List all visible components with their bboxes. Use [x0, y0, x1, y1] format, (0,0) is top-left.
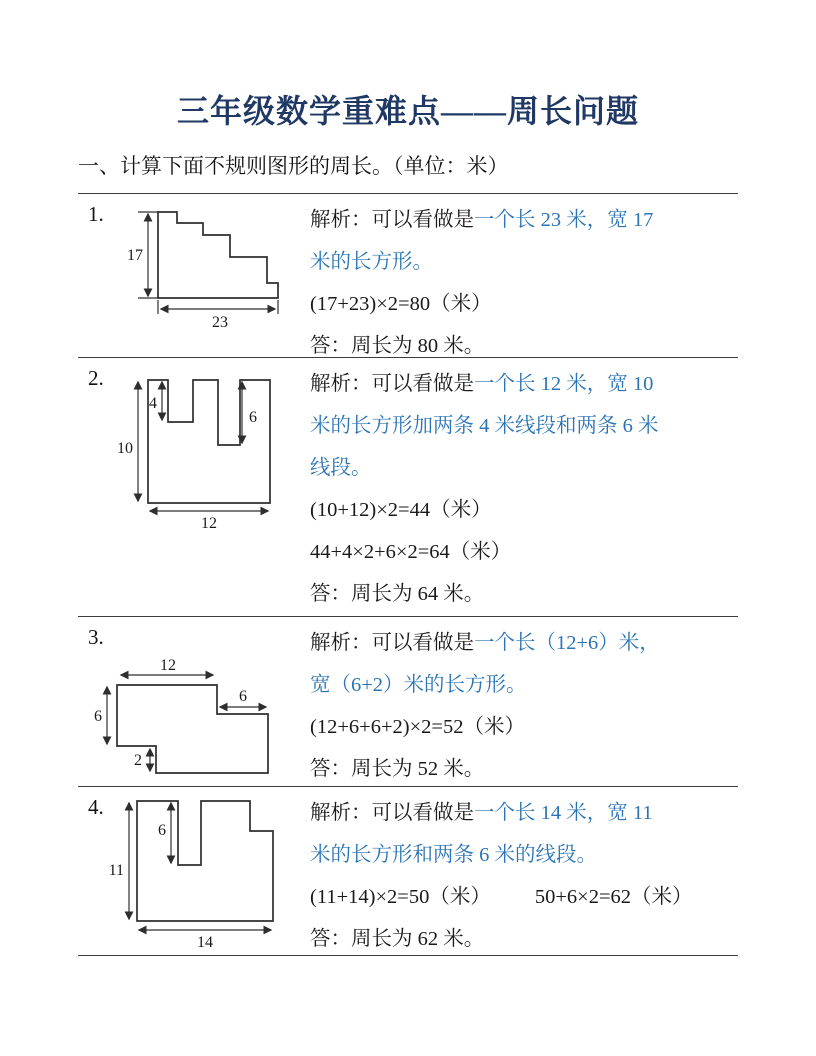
notched-square-figure — [110, 370, 290, 530]
section-heading: 一、计算下面不规则图形的周长。（单位：米） — [78, 154, 509, 178]
problem-solution-text — [310, 199, 738, 367]
slotted-rect-outline — [137, 801, 273, 921]
page-title: 三年级数学重难点——周长问题 — [176, 93, 639, 129]
analysis-prefix: 解析：可以看做是 — [310, 632, 474, 654]
analysis-prefix: 解析：可以看做是 — [310, 802, 474, 824]
figure-dim-label-bottom: 23 — [212, 314, 228, 331]
formula-line: (12+6+6+2)×2=52（米） — [310, 716, 525, 738]
problem-number: 2. — [88, 366, 104, 390]
formula-second: 50+6×2=62（米） — [534, 886, 693, 908]
problem-row-4 — [78, 786, 738, 955]
formula-line: (10+12)×2=44（米） — [310, 499, 492, 521]
analysis-line: 宽（6+2）米的长方形。 — [310, 674, 527, 696]
analysis-highlight: 一个长（12+6）米， — [474, 632, 660, 654]
problem-number: 4. — [88, 795, 104, 819]
analysis-highlight: 一个长 14 米，宽 11 — [474, 802, 653, 824]
figure-dim-label-notch-right: 6 — [249, 409, 257, 426]
analysis-prefix: 解析：可以看做是 — [310, 373, 474, 395]
figure-dim-label-left: 6 — [94, 708, 102, 725]
problem-solution-text — [310, 792, 738, 960]
staircase-figure — [110, 200, 300, 332]
problem-solution-text — [310, 363, 738, 615]
analysis-line — [310, 363, 738, 405]
zigzag-figure — [90, 655, 285, 785]
figure-dim-label-top: 12 — [160, 657, 176, 674]
analysis-line — [310, 622, 738, 664]
figure-dim-label-step: 2 — [134, 752, 142, 769]
figure-dim-label-notch-left: 4 — [149, 395, 157, 412]
analysis-prefix: 解析：可以看做是 — [310, 209, 474, 231]
figure-dim-label-right: 6 — [239, 688, 247, 705]
problem-number: 1. — [88, 202, 104, 226]
analysis-highlight: 一个长 23 米，宽 17 — [474, 209, 654, 231]
analysis-line: 线段。 — [310, 457, 372, 479]
answer-line: 答：周长为 62 米。 — [310, 928, 485, 950]
analysis-line — [310, 792, 738, 834]
problem-solution-text — [310, 622, 738, 790]
formula-line: 44+4×2+6×2=64（米） — [310, 541, 512, 563]
problems-table — [78, 193, 738, 956]
figure-dim-label-bottom: 12 — [201, 515, 217, 530]
figure-dim-label-notch: 6 — [158, 822, 166, 839]
staircase-outline — [158, 212, 278, 298]
answer-line: 答：周长为 52 米。 — [310, 758, 485, 780]
figure-dim-label-left: 17 — [127, 247, 143, 264]
analysis-line: 米的长方形加两条 4 米线段和两条 6 米 — [310, 415, 659, 437]
analysis-line — [310, 199, 738, 241]
notched-square-outline — [148, 380, 270, 503]
answer-line: 答：周长为 80 米。 — [310, 335, 485, 357]
formula-line: (17+23)×2=80（米） — [310, 293, 492, 315]
figure-dim-label-bottom: 14 — [197, 934, 213, 950]
answer-line: 答：周长为 64 米。 — [310, 583, 485, 605]
analysis-line: 米的长方形和两条 6 米的线段。 — [310, 844, 597, 866]
problem-row-2 — [78, 357, 738, 616]
figure-dim-label-left: 11 — [108, 862, 124, 879]
analysis-line: 米的长方形。 — [310, 251, 433, 273]
formula-line: (11+14)×2=50（米） 50+6×2=62（米） — [310, 886, 693, 908]
figure-dim-label-left: 10 — [117, 440, 133, 457]
slotted-rect-figure — [105, 795, 290, 950]
problem-row-1 — [78, 194, 738, 357]
problem-number: 3. — [88, 625, 104, 649]
problem-row-3 — [78, 616, 738, 786]
analysis-highlight: 一个长 12 米，宽 10 — [474, 373, 654, 395]
